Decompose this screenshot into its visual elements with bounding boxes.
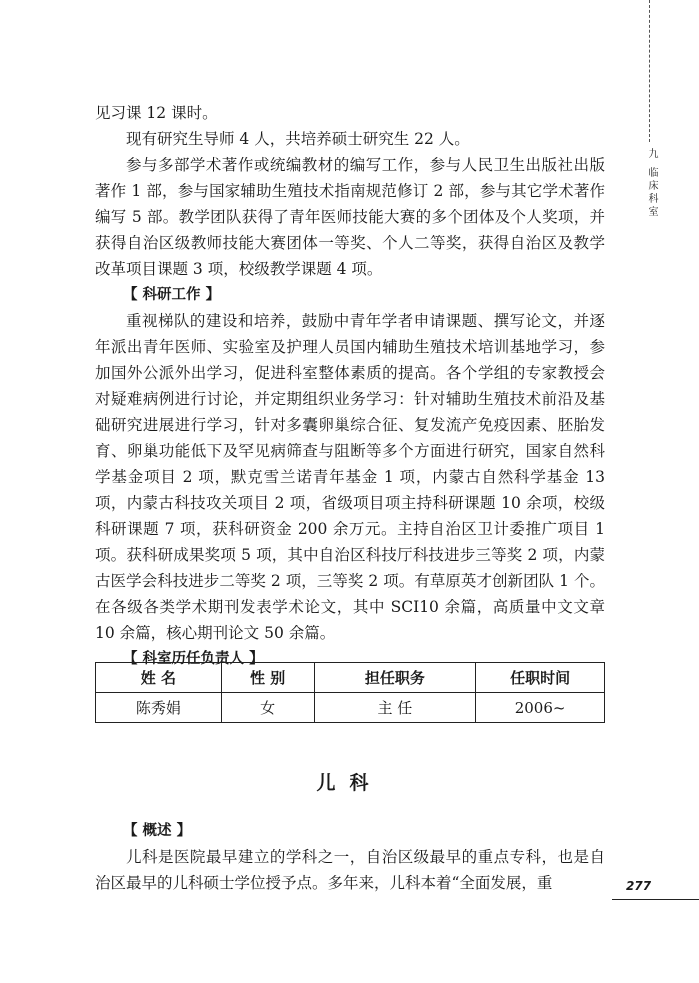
chapter-title: 儿科: [316, 772, 383, 794]
table-cell: 女: [221, 693, 314, 723]
column-header: 性 别: [221, 663, 314, 693]
overview-section: [95, 818, 605, 896]
paragraph-research: 重视梯队的建设和培养，鼓励中青年学者申请课题、撰写论文，并逐年派出青年医师、实验室及护理人员国内辅助生殖技术培训基地学习，参加国外公派外出学习，促进科室整体素质的提高。各个学组的专家教授会对疑难病例进行讨论，并定期组织业务学习：针对辅助生殖技术前沿及基础研究进展进行学习，针对多囊卵巢综合征、复发流产免疫因素、胚胎发育、卵巢功能低下及罕见病筛查与阻断等多个方面进行研究，国家自然科学基金项目 2 项，默克雪兰诺青年基金 1 项，内蒙古自然科学基金 13 项，内蒙古科技攻关项目 2 项，省级项目项主持科研课题 10 余项，校级科研课题 7 项，获科研资金 200 余万元。主持自治区卫计委推广项目 1 项。获科研成果奖项 5 项，其中自治区科技厅科技进步三等奖 2 项，内蒙古医学会科技进步二等奖 2 项，三等奖 2 项。有草原英才创新团队 1 个。在各级各类学术期刊发表学术论文，其中 SCI10 余篇，高质量中文文章 10 余篇，核心期刊论文 50 余篇。: [95, 312, 605, 642]
column-header: 姓 名: [96, 663, 222, 693]
column-header: 担任职务: [314, 663, 476, 693]
section-heading-research: 【 科研工作 】: [123, 287, 221, 303]
table-cell: 主 任: [314, 693, 476, 723]
side-tab-label: 九 临床科室: [646, 148, 657, 220]
paragraph-overview: 儿科是医院最早建立的学科之一，自治区级最早的重点专科，也是自治区最早的儿科硕士学位授予点。多年来，儿科本着“全面发展，重: [95, 848, 605, 892]
table-cell: 2006~: [476, 693, 605, 723]
table-cell: 陈秀娟: [96, 693, 222, 723]
table-row: [96, 693, 605, 723]
side-tab-divider: [649, 0, 650, 142]
paragraph: 见习课 12 课时。: [95, 104, 218, 122]
heads-table: [95, 662, 605, 723]
page-number: 277: [626, 879, 652, 893]
paragraph: 现有研究生导师 4 人，共培养硕士研究生 22 人。: [126, 130, 470, 148]
section-heading-heads: 【 科室历任负责人 】: [123, 651, 264, 667]
column-header: 任职时间: [476, 663, 605, 693]
table-header-row: [96, 663, 605, 693]
top-section: [95, 100, 605, 672]
section-heading-overview: 【 概述 】: [123, 823, 192, 839]
page-number-rule: [612, 899, 699, 900]
paragraph: 参与多部学术著作或统编教材的编写工作，参与人民卫生出版社出版著作 1 部，参与国家辅助生殖技术指南规范修订 2 部，参与其它学术著作编写 5 部。教学团队获得了青年医师技能大赛的多个团体及个人奖项，并获得自治区级教师技能大赛团体一等奖、个人二等奖，获得自治区及教学改革项目课题 3 项，校级教学课题 4 项。: [95, 156, 605, 278]
